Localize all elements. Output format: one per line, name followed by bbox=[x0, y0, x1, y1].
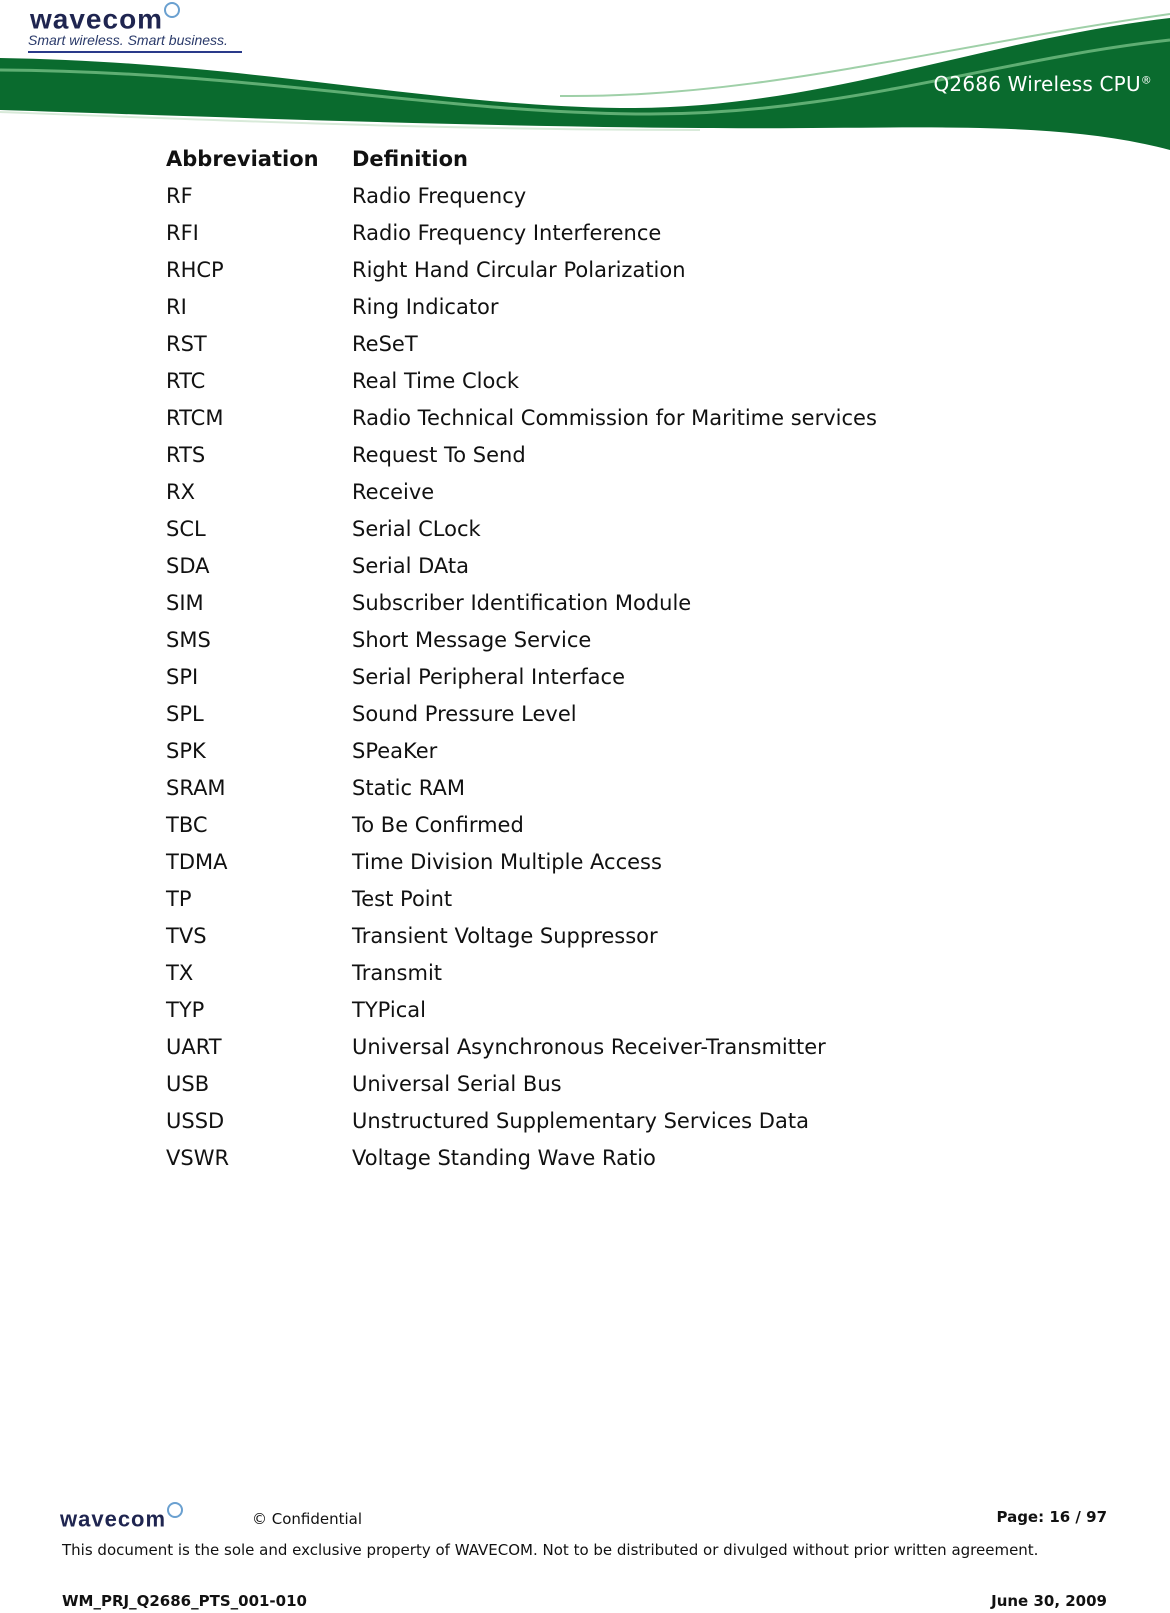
abbreviation-cell: SPL bbox=[166, 701, 204, 726]
definition-cell: Serial CLock bbox=[352, 516, 481, 541]
table-header-row bbox=[160, 140, 877, 177]
logo-tagline: Smart wireless. Smart business. bbox=[28, 32, 228, 48]
table-row bbox=[160, 1102, 877, 1139]
table-row bbox=[160, 251, 877, 288]
definition-cell: Subscriber Identification Module bbox=[352, 590, 692, 615]
table-row bbox=[160, 177, 877, 214]
definition-cell: Radio Technical Commission for Maritime services bbox=[352, 405, 877, 430]
logo-underline bbox=[28, 51, 242, 53]
table-row bbox=[160, 1065, 877, 1102]
abbreviation-cell: RF bbox=[166, 183, 193, 208]
page-header bbox=[0, 0, 1170, 160]
table-row bbox=[160, 288, 877, 325]
table-row bbox=[160, 843, 877, 880]
table-row bbox=[160, 436, 877, 473]
table-row bbox=[160, 1028, 877, 1065]
abbreviation-cell: TP bbox=[166, 886, 192, 911]
table-row bbox=[160, 954, 877, 991]
table-row bbox=[160, 917, 877, 954]
document-id: WM_PRJ_Q2686_PTS_001-010 bbox=[62, 1592, 307, 1610]
definition-cell: Radio Frequency Interference bbox=[352, 220, 662, 245]
footer-logo-wave-icon bbox=[167, 1502, 183, 1518]
abbreviation-table bbox=[160, 140, 877, 1176]
abbreviation-cell: TBC bbox=[166, 812, 208, 837]
table-row bbox=[160, 621, 877, 658]
definition-cell: Universal Serial Bus bbox=[352, 1071, 562, 1096]
abbreviation-cell: USSD bbox=[166, 1108, 225, 1133]
abbreviation-cell: SPI bbox=[166, 664, 199, 689]
table-row bbox=[160, 880, 877, 917]
definition-cell: Sound Pressure Level bbox=[352, 701, 577, 726]
abbreviation-cell: SRAM bbox=[166, 775, 226, 800]
abbreviation-cell: SCL bbox=[166, 516, 206, 541]
definition-cell: To Be Confirmed bbox=[352, 812, 524, 837]
abbreviation-cell: SMS bbox=[166, 627, 211, 652]
abbreviation-cell: SIM bbox=[166, 590, 204, 615]
definition-cell: ReSeT bbox=[352, 331, 418, 356]
definition-cell: Radio Frequency bbox=[352, 183, 527, 208]
definition-cell: Request To Send bbox=[352, 442, 526, 467]
table-row bbox=[160, 547, 877, 584]
table-row bbox=[160, 769, 877, 806]
abbreviation-cell: RHCP bbox=[166, 257, 224, 282]
footer-wavecom-logo: wavecom bbox=[60, 1502, 183, 1532]
abbreviation-cell: RTCM bbox=[166, 405, 224, 430]
abbreviation-cell: RTS bbox=[166, 442, 206, 467]
abbreviation-cell: RI bbox=[166, 294, 187, 319]
product-title: Q2686 Wireless CPU® bbox=[933, 72, 1152, 96]
header-definition: Definition bbox=[352, 146, 469, 171]
header-abbreviation: Abbreviation bbox=[166, 146, 319, 171]
abbreviation-cell: TYP bbox=[166, 997, 205, 1022]
definition-cell: Time Division Multiple Access bbox=[352, 849, 662, 874]
wavecom-logo: wavecom bbox=[30, 2, 180, 35]
table-row bbox=[160, 658, 877, 695]
abbreviation-cell: USB bbox=[166, 1071, 210, 1096]
table-row bbox=[160, 510, 877, 547]
table-row bbox=[160, 399, 877, 436]
table-row bbox=[160, 991, 877, 1028]
table-row bbox=[160, 214, 877, 251]
definition-cell: Voltage Standing Wave Ratio bbox=[352, 1145, 656, 1170]
table-row bbox=[160, 473, 877, 510]
logo-wave-icon bbox=[164, 2, 180, 18]
table-row bbox=[160, 806, 877, 843]
definition-cell: Test Point bbox=[352, 886, 453, 911]
abbreviation-cell: SPK bbox=[166, 738, 206, 763]
abbreviation-cell: TVS bbox=[166, 923, 207, 948]
page-number: Page: 16 / 97 bbox=[996, 1508, 1107, 1526]
property-notice: This document is the sole and exclusive property of WAVECOM. Not to be distributed or divulged without prior written agreement. bbox=[62, 1541, 1039, 1559]
table-row bbox=[160, 325, 877, 362]
definition-cell: Unstructured Supplementary Services Data bbox=[352, 1108, 809, 1133]
definition-cell: SPeaKer bbox=[352, 738, 438, 763]
definition-cell: Serial DAta bbox=[352, 553, 469, 578]
definition-cell: Transient Voltage Suppressor bbox=[352, 923, 658, 948]
abbreviation-cell: RTC bbox=[166, 368, 206, 393]
definition-cell: Short Message Service bbox=[352, 627, 592, 652]
abbreviation-cell: UART bbox=[166, 1034, 222, 1059]
abbreviation-cell: RST bbox=[166, 331, 207, 356]
definition-cell: Static RAM bbox=[352, 775, 465, 800]
definition-cell: TYPical bbox=[352, 997, 426, 1022]
definition-cell: Ring Indicator bbox=[352, 294, 499, 319]
abbreviation-cell: TDMA bbox=[166, 849, 228, 874]
definition-cell: Transmit bbox=[352, 960, 443, 985]
abbreviation-cell: SDA bbox=[166, 553, 210, 578]
table-row bbox=[160, 695, 877, 732]
confidential-label: © Confidential bbox=[252, 1510, 363, 1528]
definition-cell: Receive bbox=[352, 479, 435, 504]
table-row bbox=[160, 1139, 877, 1176]
abbreviation-cell: RFI bbox=[166, 220, 199, 245]
definition-cell: Real Time Clock bbox=[352, 368, 520, 393]
table-row bbox=[160, 732, 877, 769]
definition-cell: Serial Peripheral Interface bbox=[352, 664, 625, 689]
table-row bbox=[160, 584, 877, 621]
definition-cell: Universal Asynchronous Receiver-Transmitter bbox=[352, 1034, 826, 1059]
abbreviation-cell: RX bbox=[166, 479, 195, 504]
abbreviation-cell: TX bbox=[166, 960, 194, 985]
definition-cell: Right Hand Circular Polarization bbox=[352, 257, 686, 282]
document-date: June 30, 2009 bbox=[991, 1592, 1107, 1610]
abbreviation-cell: VSWR bbox=[166, 1145, 230, 1170]
table-row bbox=[160, 362, 877, 399]
